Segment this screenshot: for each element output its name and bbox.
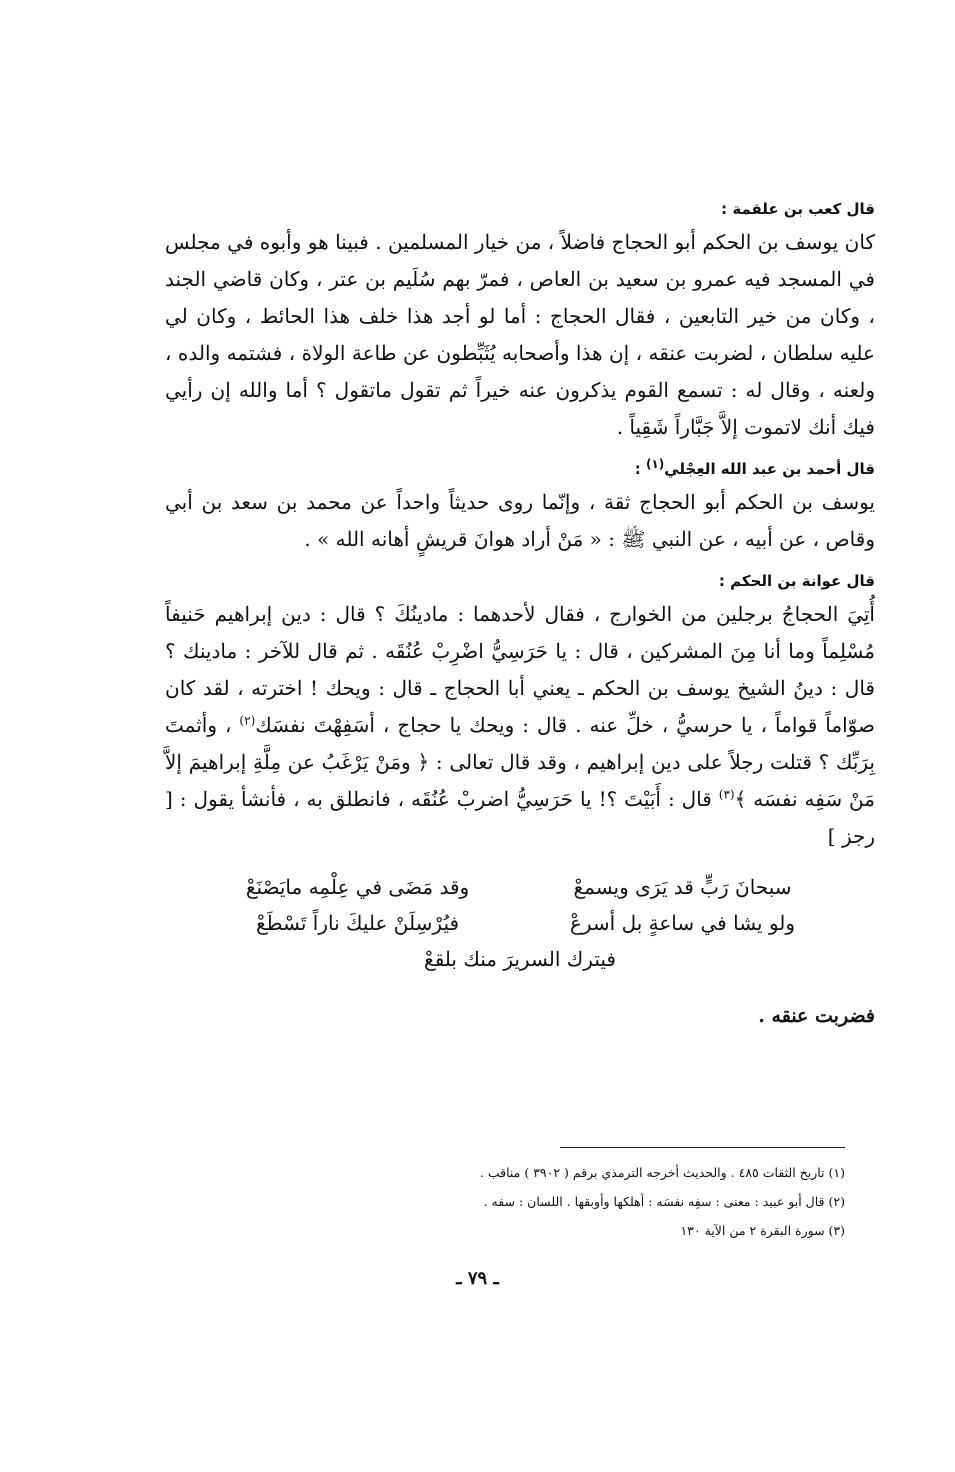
footnote: (١) تاريخ الثقات ٤٨٥ . والحديث أخرجه الترمذي برقم ( ٣٩٠٢ ) مناقب . (479, 1165, 845, 1180)
paragraph-text: ، وأثمتَ بِرَبِّك ؟ قتلت رجلاً على دين إبراهيم ، وقد قال تعالى : ﴿ ومَنْ يَرْغَبُ عن مِلَّةِ إبراهيمَ إلاَّ مَنْ سَفِه نفسَه ﴾ (165, 713, 875, 811)
page-body (165, 200, 875, 1027)
poem-hemistich: فيُرْسِلَنْ عليكَ ناراً تَسْطَعْ (255, 911, 460, 935)
heading-text: قال أحمد بن عبد الله العِجْلي (664, 460, 875, 478)
section-kaab (165, 200, 875, 446)
footnote: (٣) سورة البقرة ٢ من الآية ١٣٠ (680, 1223, 845, 1238)
section-heading: قال عوانة بن الحكم : (718, 572, 875, 590)
poem-hemistich: ولو يشا في ساعةٍ بل أسرعْ (569, 911, 796, 935)
footnote: (٢) قال أبو عبيد : معنى : سفِه نفسَه : أهلكها وأوبقها . اللسان : سفه . (483, 1194, 845, 1209)
heading-colon: : (634, 460, 646, 478)
poem-hemistich: وقد مَضَى في عِلْمِه مايَصْنَعْ (245, 875, 470, 899)
section-paragraph (165, 596, 875, 855)
section-paragraph: كان يوسف بن الحكم أبو الحجاج فاضلاً ، من خيار المسلمين . فبينا هو وأبوه في مجلس في المسجد فيه عمرو بن سعيد بن العاص ، فمرّ بهم سُلَيم بن عتر ، وكان قاضي الجند ، وكان من خير التابعين ، فقال الحجاج : أما لو أجد هذا خلف هذا الحائط ، وكان لي عليه سلطان ، لضربت عنقه ، إن هذا وأصحابه يُثَبِّطون عن طاعة الولاة ، فشتمه والده ، ولعنه ، وقال له : تسمع القوم يذكرون عنه خيراً ثم تقول ماتقول ؟ أما والله إن رأيي فيك أنك لاتموت إلاَّ جَبَّاراً شَقِياً . (165, 230, 875, 439)
poem-final-line: فيترك السريرَ منك بلقعْ (424, 947, 616, 971)
closing-line: فضربت عنقه . (758, 1005, 875, 1027)
section-awana (165, 572, 875, 855)
poem-hemistich: سبحانَ رَبٍّ قد يَرَى ويسمعْ (573, 875, 792, 899)
section-heading: قال كعب بن علقمة : (721, 200, 875, 218)
footnote-divider (560, 1147, 845, 1148)
poem-verse (165, 869, 875, 905)
poem-verse (165, 905, 875, 941)
footnote-marker: (٢) (239, 713, 256, 728)
footnote-marker: (٣) (718, 787, 735, 802)
footnote-marker: (١) (645, 457, 665, 471)
paragraph-text: أُتِيَ الحجاجُ برجلين من الخوارج ، فقال لأحدهما : مادينُكَ ؟ قال : دين إبراهيم حَنيفاً مُسْلِماً وما أنا مِنَ المشركين ، قال : يا حَرَسِيُّ اضْرِبْ عُنُقَه . ثم قال للآخر : مادينك ؟ قال : دينُ الشيخ يوسف بن الحكم ـ يعني أبا الحجاج ـ قال : ويحك ! اخترته ، لقد كان صوّاماً قواماً ، يا حرسيُّ ، خلِّ عنه . قال : ويحك يا حجاج ، أسَفِهْتَ نفسَك (165, 602, 875, 737)
footnotes (330, 1158, 845, 1245)
poem (165, 869, 875, 977)
page-number: ـ ٧٩ ـ (456, 1268, 499, 1289)
section-ijli (165, 457, 875, 558)
paragraph-text: قال : أَبَيْتَ ؟! يا حَرَسِيُّ اضربْ عُنُقَه ، فانطلق به ، فأنشأ يقول : [ رجز ] (165, 787, 875, 848)
section-heading (165, 457, 875, 478)
section-paragraph: يوسف بن الحكم أبو الحجاج ثقة ، وإنّما روى حديثاً واحداً عن محمد بن سعد بن أبي وقاص ، عن أبيه ، عن النبي ﷺ : « مَنْ أراد هوانَ قريشٍ أهانه الله » . (165, 490, 875, 551)
